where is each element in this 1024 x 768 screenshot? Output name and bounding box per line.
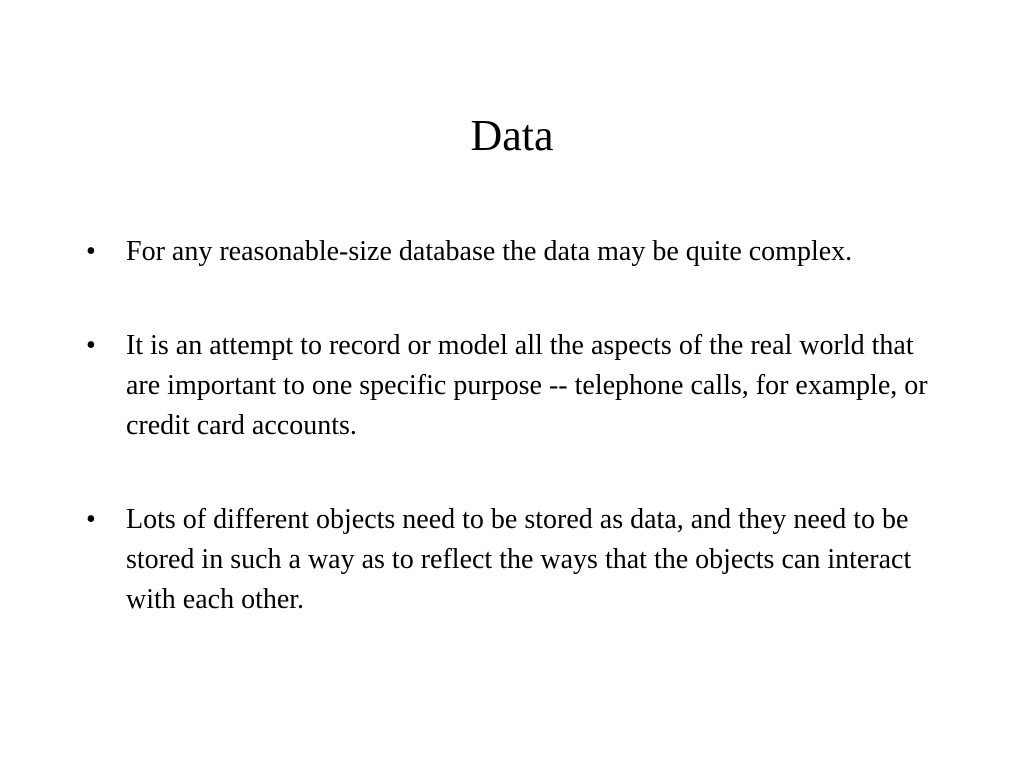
- bullet-icon: •: [86, 330, 96, 361]
- bullet-text: It is an attempt to record or model all the aspects of the real world that are important to one specific purpose -- telephone calls, for example, or credit card accounts.: [126, 330, 928, 441]
- bullet-icon: •: [86, 504, 96, 535]
- slide-title: Data: [470, 111, 554, 160]
- bullet-icon: •: [86, 236, 96, 267]
- bullet-item: [86, 232, 946, 272]
- bullet-item: [86, 326, 946, 446]
- bullet-text: For any reasonable-size database the data may be quite complex.: [126, 236, 853, 267]
- bullet-text: Lots of different objects need to be stored as data, and they need to be stored in such a way as to reflect the ways that the objects can interact with each other.: [126, 504, 912, 615]
- bullet-item: [86, 500, 946, 620]
- bullet-list: [86, 232, 946, 674]
